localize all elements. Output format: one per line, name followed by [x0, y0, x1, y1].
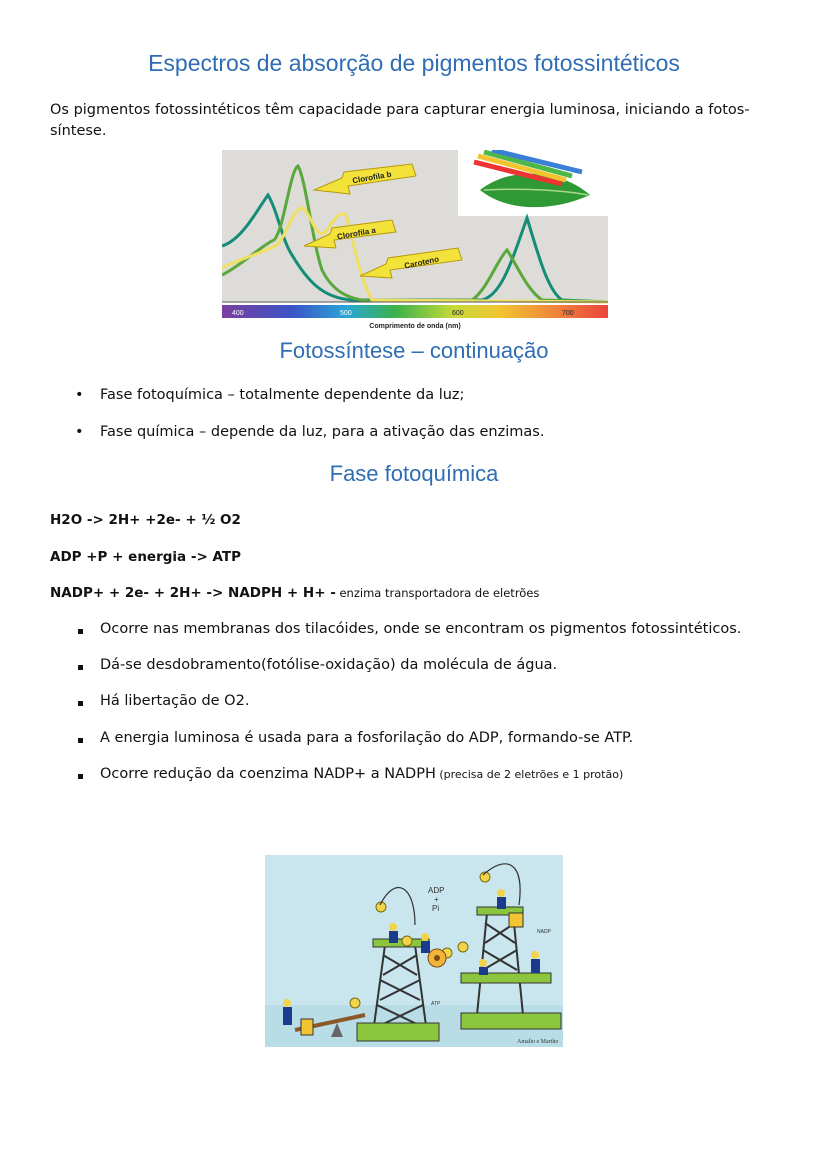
square-bullet-marker: [78, 774, 83, 779]
label-caroteno: Caroteno: [403, 254, 440, 271]
bullet-note: (precisa de 2 eletrões e 1 protão): [435, 768, 624, 781]
label-nadp: NADP: [537, 929, 551, 935]
page-title: Espectros de absorção de pigmentos fotossintéticos: [148, 50, 680, 76]
photochemical-phase-illustration: [265, 855, 563, 1047]
x-axis-label: Comprimento de onda (nm): [369, 323, 461, 330]
leaf-icon: [462, 150, 608, 214]
label-adp: ADP: [428, 886, 445, 895]
tick-600: 600: [452, 310, 464, 317]
square-bullet-marker: [78, 738, 83, 743]
bullet-text: Fase química – depende da luz, para a ativação das enzimas.: [100, 424, 545, 440]
credit-text: Amalio e Martho: [517, 1039, 559, 1045]
bullet-text: Dá-se desdobramento(fotólise-oxidação) da molécula de água.: [100, 657, 558, 673]
label-clorofila-a: Clorofila a: [336, 225, 377, 242]
equation-text: ADP +P + energia -> ATP: [50, 549, 241, 565]
bullet-dot: •: [75, 424, 84, 440]
equation-atp: [50, 549, 241, 565]
square-bullet-marker: [78, 665, 83, 670]
square-bullet-marker: [78, 629, 83, 634]
chart-background-right: [458, 216, 608, 302]
chart-background: [222, 150, 458, 302]
label-pi: Pi: [432, 904, 440, 913]
equation-water: [50, 512, 241, 528]
equation-nadph: [50, 585, 539, 601]
label-atp: ATP: [431, 1001, 441, 1007]
bucket: [509, 913, 523, 927]
bullet-text: Há libertação de O2.: [100, 693, 250, 709]
section-heading-fotossintese: Fotossíntese – continuação: [279, 338, 549, 363]
tick-700: 700: [562, 310, 574, 317]
bullet-text: A energia luminosa é usada para a fosforilação do ADP, formando-se ATP.: [100, 730, 634, 746]
section-heading-fase-fotoquimica: Fase fotoquímica: [329, 461, 499, 486]
wavelength-color-bar: [222, 305, 608, 318]
label-plus: +: [434, 895, 439, 904]
tick-400: 400: [232, 310, 244, 317]
absorption-spectrum-figure: [222, 150, 608, 332]
intro-paragraph: Os pigmentos fotossintéticos têm capacidade para capturar energia luminosa, iniciando a fotos-síntese.: [50, 102, 750, 139]
bullet-text: Ocorre nas membranas dos tilacóides, onde se encontram os pigmentos fotossintéticos.: [100, 621, 742, 637]
bullet-dot: •: [75, 387, 84, 403]
gear-icon: [428, 949, 446, 967]
bullet-text: Fase fotoquímica – totalmente dependente da luz;: [100, 387, 465, 403]
crate: [301, 1019, 313, 1035]
equation-text: H2O -> 2H+ +2e- + ½ O2: [50, 512, 241, 528]
equation-text: NADP+ + 2e- + 2H+ -> NADPH + H+ -: [50, 585, 336, 601]
square-bullet-marker: [78, 701, 83, 706]
bullet-text: Ocorre redução da coenzima NADP+ a NADPH: [100, 766, 436, 782]
label-clorofila-b: Clorofila b: [351, 169, 393, 186]
equation-note: enzima transportadora de eletrões: [335, 586, 540, 600]
tick-500: 500: [340, 310, 352, 317]
